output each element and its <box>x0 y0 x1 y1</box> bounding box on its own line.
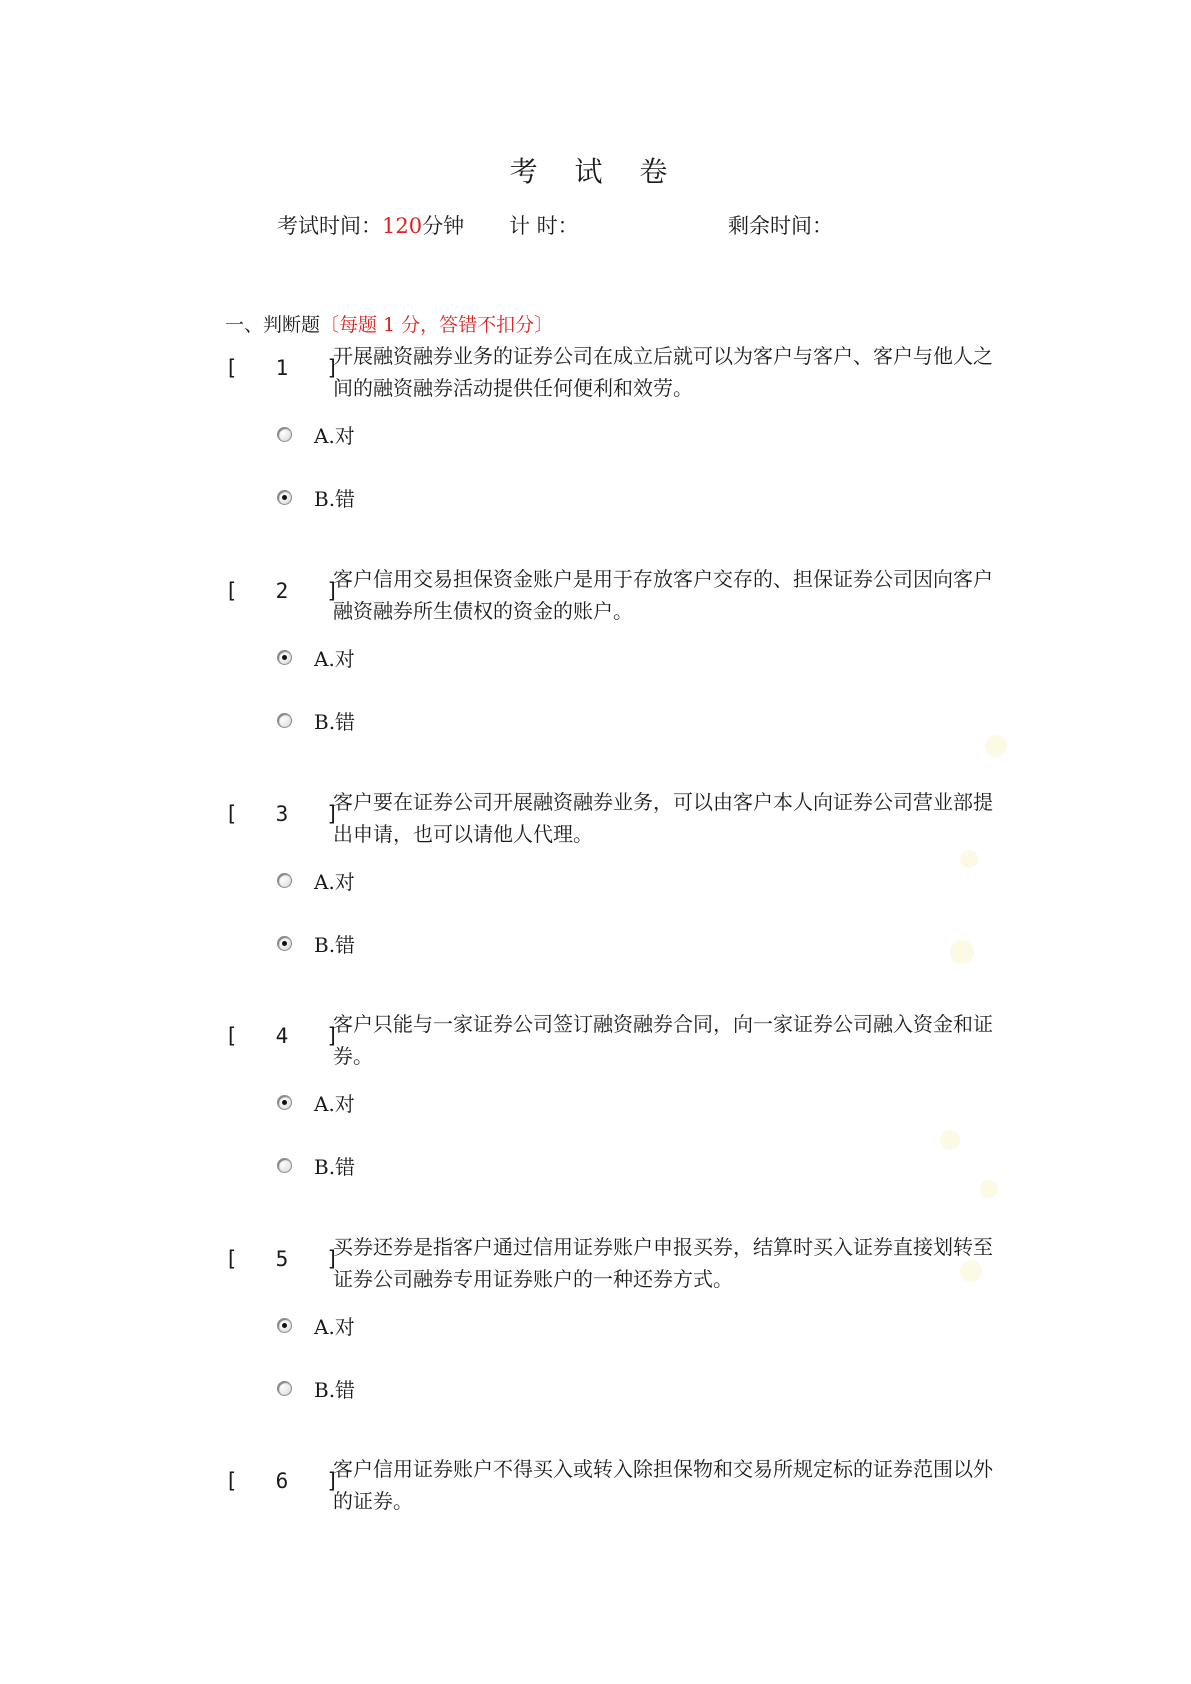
option-b[interactable] <box>277 706 355 735</box>
option-b[interactable] <box>277 1151 355 1180</box>
option-b[interactable] <box>277 483 355 512</box>
question-number: [ 1 ] <box>225 356 339 380</box>
option-a[interactable] <box>277 1088 355 1117</box>
option-label: A.对 <box>314 424 355 448</box>
question-text: 客户信用交易担保资金账户是用于存放客户交存的、担保证券公司因向客户融资融券所生债权的资金的账户。 <box>333 567 993 623</box>
option-label: B.错 <box>314 487 356 511</box>
page-title: 考 试 卷 <box>509 155 682 188</box>
option-label: B.错 <box>314 1378 356 1402</box>
option-b[interactable] <box>277 929 355 958</box>
timer-label: 计 时： <box>509 214 579 238</box>
question-number: [ 5 ] <box>225 1247 339 1271</box>
exam-time-info <box>277 210 464 240</box>
option-label: A.对 <box>314 870 355 894</box>
radio-button-b[interactable] <box>277 713 292 728</box>
exam-time-label: 考试时间： <box>277 214 382 238</box>
option-a[interactable] <box>277 866 355 895</box>
radio-button-b[interactable] <box>277 1381 292 1396</box>
exam-time-unit: 分钟 <box>422 214 465 238</box>
background-decoration <box>980 1180 998 1198</box>
question-text: 开展融资融券业务的证券公司在成立后就可以为客户与客户、客户与他人之间的融资融券活动提供任何便利和效劳。 <box>333 344 993 400</box>
question-number: [ 2 ] <box>225 579 339 603</box>
question-number: [ 3 ] <box>225 802 339 826</box>
option-b[interactable] <box>277 1374 355 1403</box>
question-text: 买券还券是指客户通过信用证券账户申报买券，结算时买入证券直接划转至证券公司融券专用证券账户的一种还券方式。 <box>333 1235 993 1291</box>
option-label: B.错 <box>314 710 356 734</box>
background-decoration <box>950 940 974 964</box>
radio-button-b[interactable] <box>277 1158 292 1173</box>
radio-button-a[interactable] <box>277 1318 292 1333</box>
section-note: 〔每题 1 分，答错不扣分〕 <box>320 314 554 336</box>
question-number: [ 4 ] <box>225 1024 339 1048</box>
section-label: 一、判断题 <box>225 314 321 336</box>
radio-button-a[interactable] <box>277 427 292 442</box>
option-a[interactable] <box>277 1311 355 1340</box>
option-a[interactable] <box>277 420 355 449</box>
background-decoration <box>940 1130 960 1150</box>
option-a[interactable] <box>277 643 355 672</box>
question-number: [ 6 ] <box>225 1469 339 1493</box>
radio-button-b[interactable] <box>277 936 292 951</box>
option-label: B.错 <box>314 933 356 957</box>
question-text: 客户只能与一家证券公司签订融资融券合同，向一家证券公司融入资金和证券。 <box>333 1012 993 1068</box>
option-label: B.错 <box>314 1155 356 1179</box>
option-label: A.对 <box>314 1315 355 1339</box>
radio-button-b[interactable] <box>277 490 292 505</box>
radio-button-a[interactable] <box>277 873 292 888</box>
option-label: A.对 <box>314 647 355 671</box>
question-text: 客户信用证券账户不得买入或转入除担保物和交易所规定标的证券范围以外的证券。 <box>333 1457 993 1513</box>
radio-button-a[interactable] <box>277 1095 292 1110</box>
background-decoration <box>960 850 978 868</box>
remaining-time-label: 剩余时间： <box>728 214 833 238</box>
radio-button-a[interactable] <box>277 650 292 665</box>
background-decoration <box>985 735 1007 757</box>
question-text: 客户要在证券公司开展融资融券业务，可以由客户本人向证券公司营业部提出申请，也可以请他人代理。 <box>333 790 993 846</box>
option-label: A.对 <box>314 1092 355 1116</box>
exam-time-value: 120 <box>382 214 423 238</box>
section-heading <box>225 310 553 337</box>
